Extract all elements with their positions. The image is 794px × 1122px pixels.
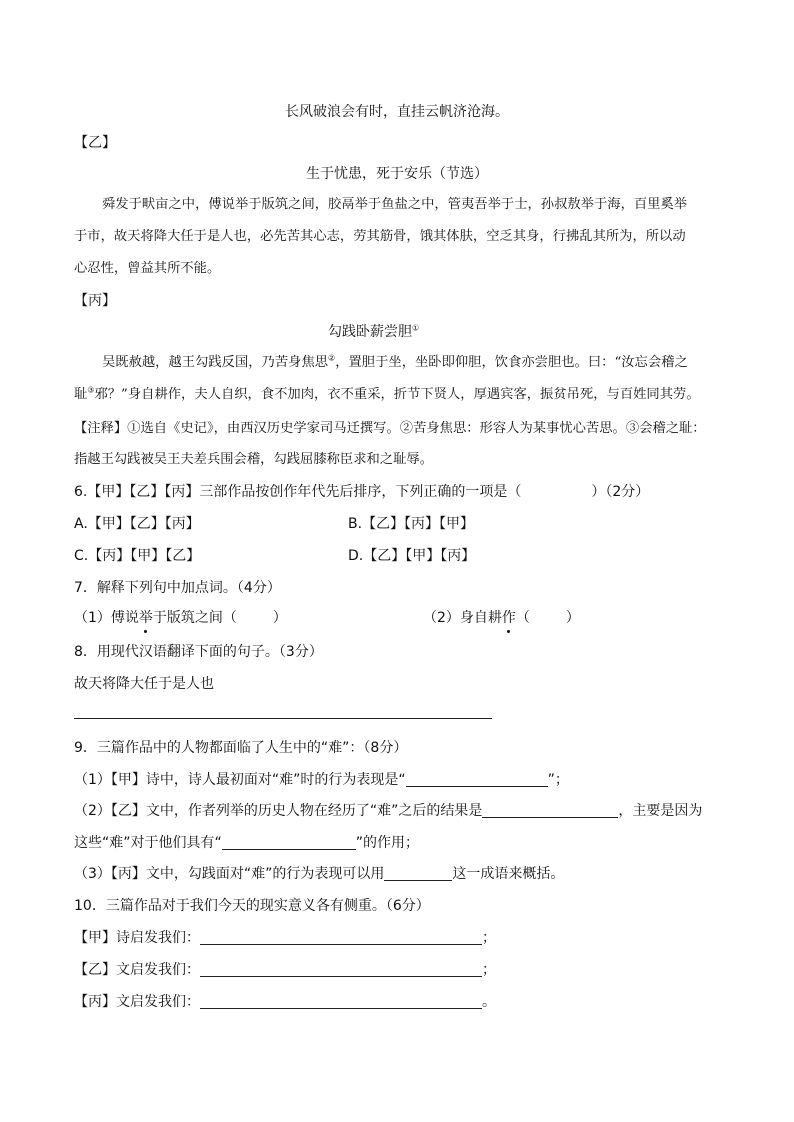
- answer-blank[interactable]: [406, 772, 548, 787]
- passage-yi-line-1: 舜发于畎亩之中，傅说举于版筑之间，胶鬲举于鱼盐之中，管夷吾举于士，孙叔敖举于海，百里奚举: [102, 197, 688, 212]
- question-7-item-2: （2）身自耕作（ ）: [423, 610, 580, 626]
- passage-title-yi: 生于忧患，死于安乐（节选）: [306, 166, 488, 182]
- answer-blank[interactable]: [200, 994, 482, 1009]
- footnote-marker: ③: [87, 385, 95, 395]
- question-10-jia: 【甲】诗启发我们： ；: [74, 930, 496, 946]
- question-10-stem: 10．三篇作品对于我们今天的现实意义各有侧重。（6分）: [74, 898, 430, 914]
- answer-blank[interactable]: [222, 835, 356, 850]
- question-10-bing: 【丙】文启发我们： 。: [74, 994, 496, 1010]
- question-8-stem: 8．用现代汉语翻译下面的句子。（3分）: [74, 644, 323, 660]
- question-6-option-a[interactable]: A.【甲】【乙】【丙】: [74, 516, 200, 532]
- footnote-marker: ①: [412, 323, 420, 333]
- passage-title-bing: 勾践卧薪尝胆①: [328, 323, 420, 340]
- question-7-stem: 7．解释下列句中加点词。（4分）: [74, 580, 281, 596]
- question-7-item-1: （1）傅说举于版筑之间（ ）: [74, 610, 287, 626]
- answer-blank[interactable]: [384, 866, 452, 881]
- question-9-stem: 9．三篇作品中的人物都面临了人生中的“难”：（8分）: [74, 740, 408, 756]
- answer-blank[interactable]: [200, 962, 482, 977]
- question-9-item-1: （1）【甲】诗中，诗人最初面对“难”时的行为表现是“ ”；: [74, 772, 569, 788]
- answer-blank[interactable]: [482, 803, 618, 818]
- emphasis-dot-word: 举: [138, 610, 153, 626]
- answer-line[interactable]: [74, 718, 492, 719]
- question-8-sentence: 故天将降大任于是人也: [74, 676, 214, 692]
- section-label-bing: 【丙】: [74, 293, 116, 309]
- section-label-yi: 【乙】: [74, 135, 116, 151]
- passage-bing-line-2: 耻③邪？”身自耕作，夫人自织，食不加肉，衣不重采，折节下贤人，厚遇宾客，振贫吊死，与百姓同其劳。: [74, 385, 700, 402]
- footnote-marker: ②: [328, 353, 336, 363]
- question-6-option-c[interactable]: C.【丙】【甲】【乙】: [74, 548, 201, 564]
- annotation-line-2: 指越王勾践被吴王夫差兵围会稽，勾践屈膝称臣求和之耻辱。: [74, 452, 434, 467]
- question-6-option-d[interactable]: D.【乙】【甲】【丙】: [348, 548, 476, 564]
- passage-bing-line-1: 吴既赦越，越王勾践反国，乃苦身焦思②，置胆于坐，坐卧即仰胆，饮食亦尝胆也。曰：“汝忘会稽之: [102, 353, 688, 370]
- question-9-item-3: （3）【丙】文中，勾践面对“难”的行为表现可以用 这一成语来概括。: [74, 866, 565, 882]
- emphasis-dot-word: 作: [501, 610, 516, 626]
- passage-yi-line-2: 于市，故天将降大任于是人也，必先苦其心志，劳其筋骨，饿其体肤，空乏其身，行拂乱其所为，所以动: [74, 229, 686, 244]
- passage-yi-line-3: 心忍性，曾益其所不能。: [74, 261, 221, 276]
- answer-blank[interactable]: [200, 930, 482, 945]
- question-6-option-b[interactable]: B.【乙】【丙】【甲】: [348, 516, 475, 532]
- question-6-stem: 6.【甲】【乙】【丙】三部作品按创作年代先后排序，下列正确的一项是（ ）（2分）: [74, 484, 650, 500]
- annotation-line-1: 【注释】①选自《史记》，由西汉历史学家司马迁撰写。②苦身焦思：形容人为某事忧心苦思。③会稽之耻：: [74, 421, 706, 436]
- question-10-yi: 【乙】文启发我们： ；: [74, 962, 496, 978]
- poem-last-line: 长风破浪会有时，直挂云帆济沧海。: [285, 104, 509, 120]
- question-9-item-2-cont: 这些“难”对于他们具有“ ”的作用；: [74, 835, 420, 851]
- question-9-item-2: （2）【乙】文中，作者列举的历史人物在经历了“难”之后的结果是 ，主要是因为: [74, 803, 703, 819]
